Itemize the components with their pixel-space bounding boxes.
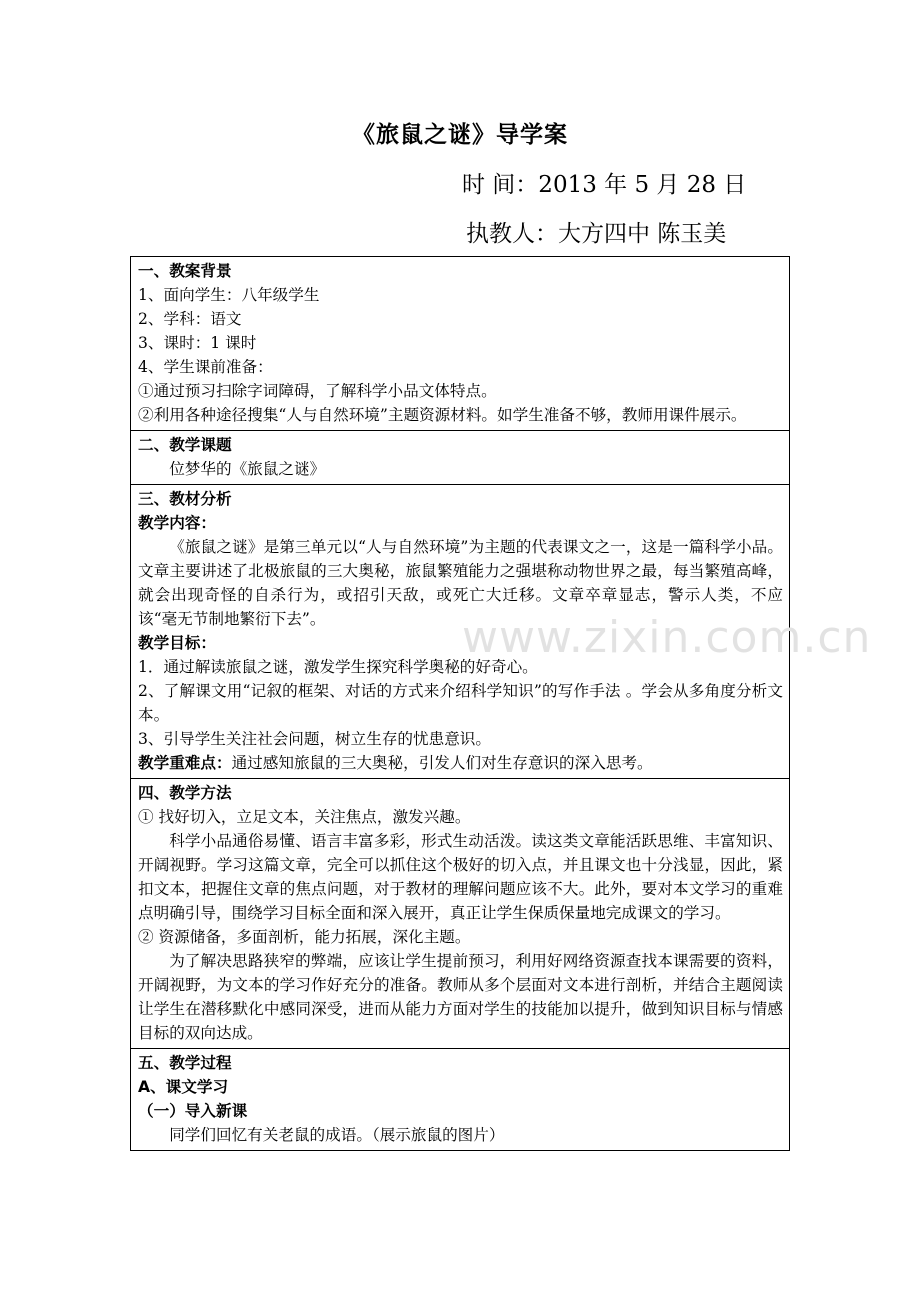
subsection-heading: A、课文学习 [138,1078,229,1096]
section-topic [131,431,790,485]
list-item: 1．通过解读旅鼠之谜，激发学生探究科学奥秘的好奇心。 [138,658,538,676]
key-point [138,751,783,775]
lesson-plan-table [130,256,790,1151]
section-heading: 五、教学过程 [138,1054,232,1072]
method-point: ② 资源储备，多面剖析，能力拓展，深化主题。 [138,928,471,946]
section-heading: 一、教案背景 [138,262,232,280]
method-point: ① 找好切入，立足文本，关注焦点，激发兴趣。 [138,808,471,826]
section-heading: 三、教材分析 [138,490,232,508]
section-background [131,257,790,431]
content-label: 教学内容： [138,514,216,532]
lesson-date: 时 间：2013 年 5 月 28 日 [462,172,747,198]
watermark: www.zixin.com.cn [462,612,872,663]
list-item: ①通过预习扫除字词障碍，了解科学小品文体特点。 [138,382,497,400]
list-item: 3、课时：1 课时 [138,334,257,352]
method-paragraph: 科学小品通俗易懂、语言丰富多彩，形式生动活泼。读这类文章能活跃思维、丰富知识、开阔视野。学习这篇文章，完全可以抓住这个极好的切入点，并且课文也十分浅显，因此，紧扣文本，把握住文章的焦点问题，对于教材的理解问题应该不大。此外，要对本文学习的重难点明确引导，围绕学习目标全面和深入展开，真正让学生保质保量地完成课文的学习。 [138,832,783,922]
section-heading: 四、教学方法 [138,784,232,802]
list-item: 1、面向学生：八年级学生 [138,286,320,304]
content-text: 《旅鼠之谜》是第三单元以“人与自然环境”为主题的代表课文之一，这是一篇科学小品。文章主要讲述了北极旅鼠的三大奥秘，旅鼠繁殖能力之强堪称动物世界之最，每当繁殖高峰，就会出现奇怪的自杀行为，或招引天敌，或死亡大迁移。文章卒章显志，警示人类，不应该“毫无节制地繁衍下去”。 [138,538,783,628]
key-label: 教学重难点： [138,754,232,772]
goal-label: 教学目标： [138,634,216,652]
method-paragraph: 为了解决思路狭窄的弊端，应该让学生提前预习，利用好网络资源查找本课需要的资料，开阔视野，为文本的学习作好充分的准备。教师从多个层面对文本进行剖析，并结合主题阅读让学生在潜移默化中感同深受，进而从能力方面对学生的技能加以提升，做到知识目标与情感目标的双向达成。 [138,952,783,1042]
subsection-heading: （一）导入新课 [138,1102,248,1120]
list-item: 3、引导学生关注社会问题，树立生存的忧患意识。 [138,730,491,748]
list-item: 2、学科：语文 [138,310,242,328]
section-process [131,1049,790,1151]
document-title: 《旅鼠之谜》导学案 [352,121,568,148]
list-item: 4、学生课前准备： [138,358,273,376]
teacher-info: 执教人：大方四中 陈玉美 [466,221,727,247]
section-method [131,779,790,1049]
section-heading: 二、教学课题 [138,436,232,454]
list-item: 2、了解课文用“记叙的框架、对话的方式来介绍科学知识”的写作手法 。学会从多角度分析文本。 [138,682,783,724]
list-item: ②利用各种途径搜集“人与自然环境”主题资源材料。如学生准备不够，教师用课件展示。 [138,406,747,424]
key-text: 通过感知旅鼠的三大奥秘，引发人们对生存意识的深入思考。 [231,754,653,772]
topic-text: 位梦华的《旅鼠之谜》 [169,460,326,478]
process-text: 同学们回忆有关老鼠的成语。（展示旅鼠的图片） [169,1126,505,1144]
